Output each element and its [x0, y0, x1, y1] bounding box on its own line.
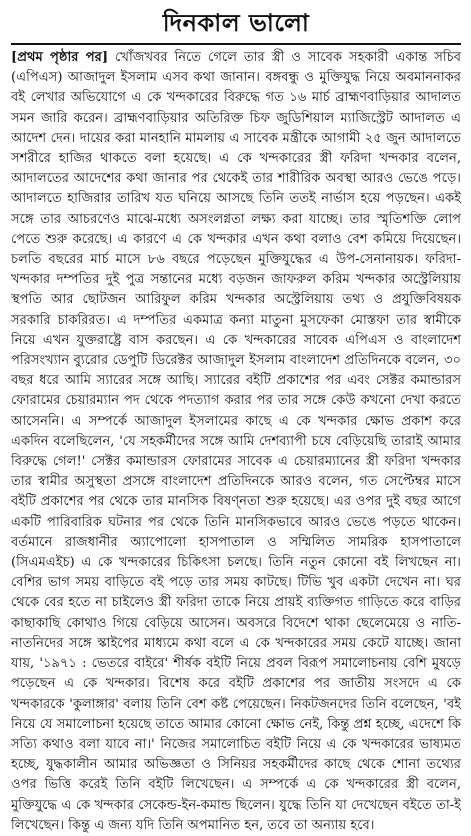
- continuation-marker: [প্রথম পৃষ্ঠার পর]: [11, 50, 109, 65]
- article-text: খোঁজখবর নিতে গেলে তার স্ত্রী ও সাবেক সহকারী একান্ত সচিব (এপিএস) আজাদুল ইসলাম এসব কথা জানান। বঙ্গবন্ধু ও মুক্তিযুদ্ধ নিয়ে অবমাননাকর বই লেখার অভিযোগে এ কে খন্দকারের বিরুদ্ধে গত ১৬ মার্চ ব্রাহ্মণবাড়িয়ার আদালত সমন জারি করেন। ব্রাহ্মণবাড়িয়ার অতিরিক্ত চিফ জুডিশিয়াল ম্যাজিস্ট্রেট আদালত এ আদেশ দেন। দায়ের করা মানহানি মামলায় এ সাবেক মন্ত্রীকে আগামী ২৫ জুন আদালতে সশরীরে হাজির থাকতে বলা হয়েছে। এ কে খন্দকারের স্ত্রী ফরিদা খন্দকার বলেন, আদালতের আদেশের কথা জানার পর থেকেই তার শারীরিক অবস্থা আরও ভেঙে পড়ে। আদালতে হাজিরার তারিখ যত ঘনিয়ে আসছে তিনি ততই নার্ভাস হয়ে পড়ছেন। একই সঙ্গে তার আচরণেও মাঝে-মধ্যে অসংলগ্নতা লক্ষ্য করা যাচ্ছে। তার স্মৃতিশক্তি লোপ পেতে শুরু করেছে। এ কারণে এ কে খন্দকার এখন কথা বলাও বেশ কমিয়ে দিয়েছেন। চলতি বছরের মার্চ মাসে ৮৬ বছরে পড়েছেন মুক্তিযুদ্ধের এ উপ-সেনানায়ক। ফরিদা-খন্দকার দম্পতির দুই পুত্র সন্তানের মধ্যে বড়জন জাফরুল করিম খন্দকার অস্ট্রেলিয়ায় স্থপতি আর ছোটজন আরিফুল করিম খন্দকার অস্ট্রেলিয়ায় তথ্য ও প্রযুক্তিবিষয়ক সরকারি চাকরিরত। এ দম্পতির একমাত্র কন্যা মাতুনা মুসফেকা মোস্তফা তার স্বামীকে নিয়ে এখন যুক্তরাষ্ট্রে বাস করছেন। এ কে খন্দকারের সাবেক এপিএস ও বাংলাদেশ পরিসংখ্যান ব্যুরোর ডেপুটি ডিরেক্টর আজাদুল ইসলাম বাংলাদেশ প্রতিদিনকে বলেন, ৩০ বছর ধরে আমি স্যারের সঙ্গে আছি। স্যারের বইটি প্রকাশের পর এবং সেক্টর কমান্ডারস ফোরামের চেয়ারম্যান পদ থেকে পদত্যাগ করার পর তার সঙ্গে কেউ কখনো দেখা করতে আসেননি। এ সম্পর্কে আজাদুল ইসলামের কাছে এ কে খন্দকার ক্ষোভ প্রকাশ করে একদিন বলেছিলেন, 'যে সহকর্মীদের সঙ্গে আমি দেশব্যাপী চষে বেড়িয়েছি তারাই আমার বিরুদ্ধে গেল!' সেক্টর কমান্ডারস ফোরামের সাবেক এ চেয়ারম্যানের স্ত্রী ফরিদা খন্দকার তার স্বামীর অসুস্থতা প্রসঙ্গে বাংলাদেশ প্রতিদিনকে আরও বলেন, গত সেপ্টেম্বর মাসে বইটি প্রকাশের পর থেকে তার মানসিক বিষণ্নতা শুরু হয়েছে। এর ওপর দুই বছর আগে একটি পারিবারিক ঘটনার পর থেকে তিনি মানসিকভাবে আরও ভেঙে পড়তে থাকেন। বর্তমানে রাজধানীর অ্যাপোলো হাসপাতাল ও সম্মিলিত সামরিক হাসপাতালে (সিএমএইচ) এ কে খন্দকারের চিকিৎসা চলছে। তিনি নতুন কোনো বই লিখছেন না। বেশির ভাগ সময় বাড়িতে বই পড়ে তার সময় কাটছে। টিভি খুব একটা দেখেন না। ঘর থেকে বের হতে না চাইলেও স্ত্রী ফরিদা তাকে নিয়ে প্রায়ই ব্যক্তিগত গাড়িতে করে বাড়ির কাছাকাছি কোথাও গিয়ে বেড়িয়ে আসেন। অবসরে বিদেশে থাকা ছেলেমেয়ে ও নাতি-নাতনিদের সঙ্গে স্কাইপের মাধ্যমে কথা বলে এ কে খন্দকারের সময় কেটে যাচ্ছে। জানা যায়, '১৯৭১ : ভেতরে বাইরে' শীর্ষক বইটি নিয়ে প্রবল বিরূপ সমালোচনায় বেশি মুষড়ে পড়েছেন এ কে খন্দকার। বিশেষ করে বইটি প্রকাশের পর জাতীয় সংসদে এ কে খন্দকারকে 'কুলাঙ্গার' বলায় তিনি বেশ কষ্ট পেয়েছেন। নিকটজনদের তিনি বলেছেন, 'বই নিয়ে যে সমালোচনা হয়েছে তাতে আমার কোনো ক্ষোভ নেই, কিন্তু প্রশ্ন হচ্ছে, এদেশে কি সত্যি কথাও বলা যাবে না।' নিজের সমালোচিত বইটি নিয়ে এ কে খন্দকারের ভাষ্যমত হচ্ছে, যুদ্ধকালীন আমার অভিজ্ঞতা ও সিনিয়র সহকর্মীদের কাছে থেকে শোনা তথ্যের ওপর ভিত্তি করেই তিনি বইটি লিখেছেন। এ সম্পর্কে এ কে খন্দকারের স্ত্রী বলেন, মুক্তিযুদ্ধে এ কে খন্দকার সেকেন্ড-ইন-কমান্ড ছিলেন। যুদ্ধে তিনি যা দেখেছেন বইতে তা-ই লিখেছেন। কিন্তু এ জন্য যদি তিনি অপমানিত হন, তবে তা অন্যায় হবে।: [11, 50, 461, 833]
- headline: দিনকাল ভালো: [162, 9, 310, 37]
- headline-divider: [11, 43, 461, 45]
- article-body: [11, 48, 461, 836]
